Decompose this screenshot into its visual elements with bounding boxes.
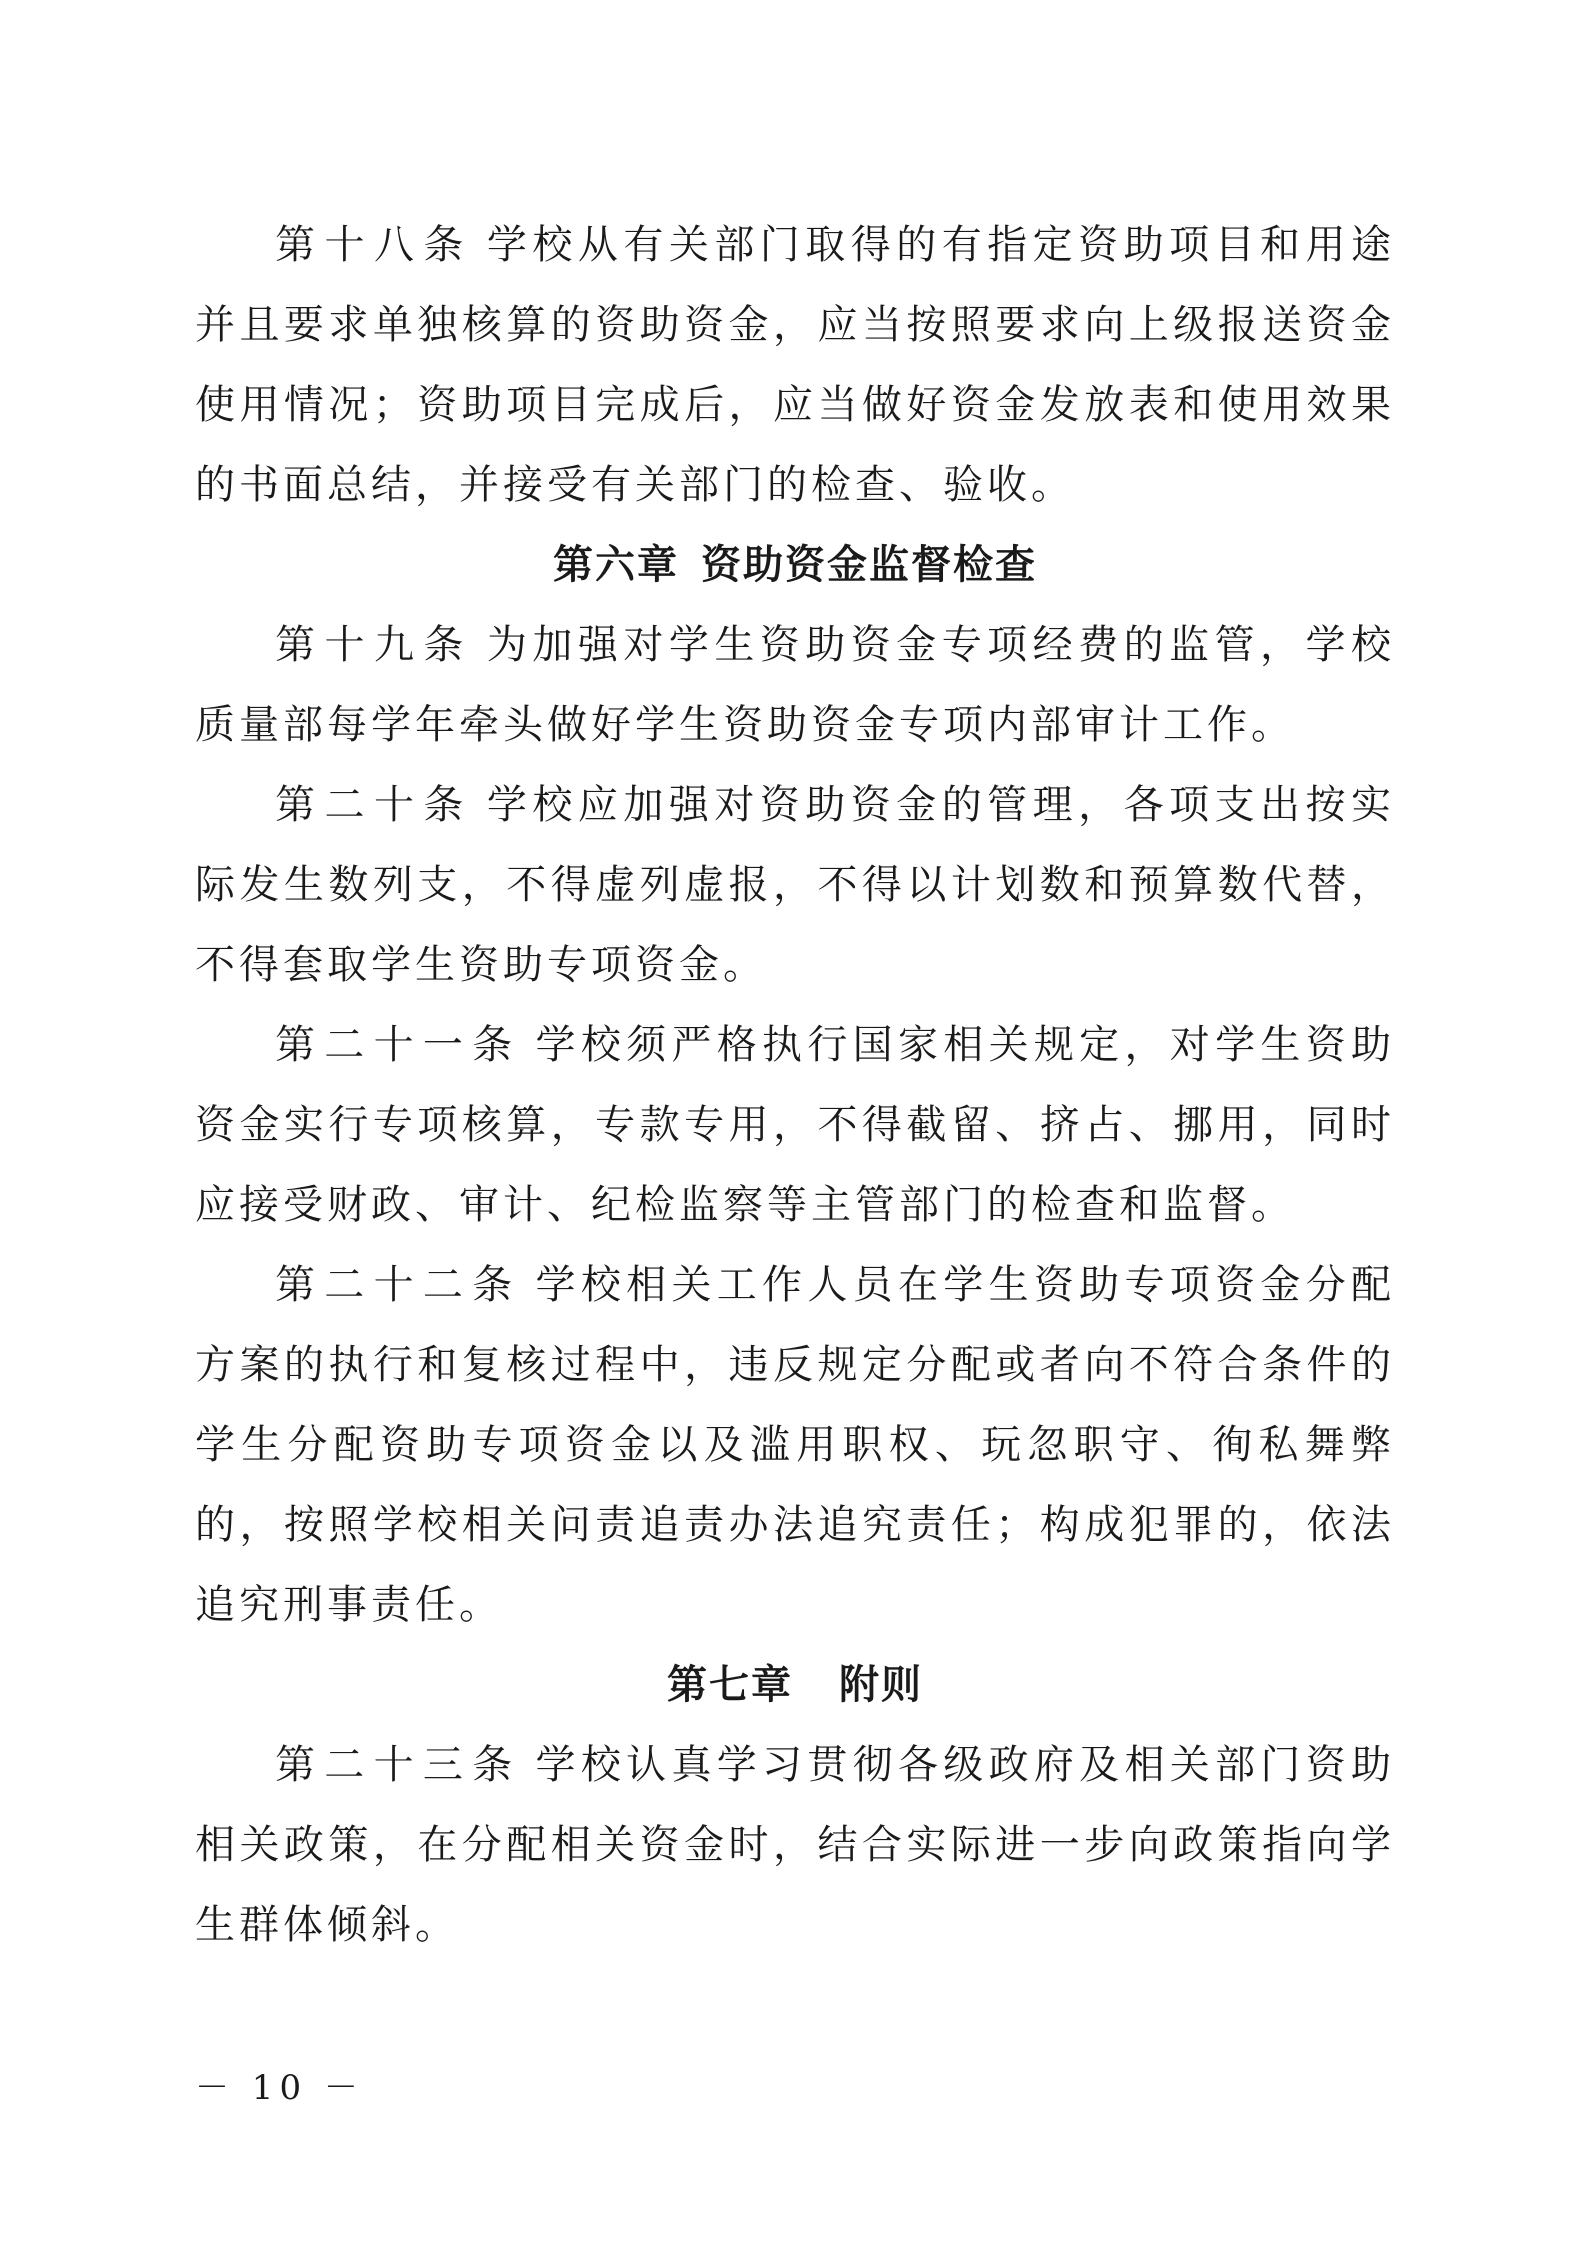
article-23 (195, 1725, 1395, 1965)
chapter-number: 第七章 (667, 1662, 793, 1708)
chapter-number: 第六章 (553, 542, 679, 588)
article-21 (195, 1005, 1395, 1245)
article-text: 学校应加强对资助资金的管理，各项支出按实际发生数列支，不得虚列虚报，不得以计划数和预算数代替，不得套取学生资助专项资金。 (195, 782, 1396, 988)
article-number: 第二十条 (275, 782, 473, 828)
article-text: 学校须严格执行国家相关规定，对学生资助资金实行专项核算，专款专用，不得截留、挤占、挪用，同时应接受财政、审计、纪检监察等主管部门的检查和监督。 (195, 1022, 1396, 1228)
article-text: 为加强对学生资助资金专项经费的监管，学校质量部每学年牵头做好学生资助资金专项内部审计工作。 (195, 622, 1396, 748)
chapter-title: 附则 (839, 1662, 923, 1708)
article-text: 学校相关工作人员在学生资助专项资金分配方案的执行和复核过程中，违反规定分配或者向不符合条件的学生分配资助专项资金以及滥用职权、玩忽职守、徇私舞弊的，按照学校相关问责追责办法追究责任；构成犯罪的，依法追究刑事责任。 (195, 1262, 1396, 1628)
article-number: 第二十二条 (275, 1262, 522, 1308)
chapter-title: 资助资金监督检查 (701, 542, 1037, 588)
article-text: 学校从有关部门取得的有指定资助项目和用途并且要求单独核算的资助资金，应当按照要求向上级报送资金使用情况；资助项目完成后，应当做好资金发放表和使用效果的书面总结，并接受有关部门的检查、验收。 (195, 222, 1396, 508)
chapter-7-heading (195, 1645, 1395, 1725)
chapter-6-heading (195, 525, 1395, 605)
article-number: 第十八条 (275, 222, 473, 268)
article-18 (195, 205, 1395, 525)
article-19 (195, 605, 1395, 765)
article-20 (195, 765, 1395, 1005)
article-number: 第十九条 (275, 622, 473, 668)
page-number: － 10 － (195, 2068, 364, 2108)
document-body (195, 205, 1395, 1965)
article-number: 第二十三条 (275, 1742, 522, 1788)
article-text: 学校认真学习贯彻各级政府及相关部门资助相关政策，在分配相关资金时，结合实际进一步向政策指向学生群体倾斜。 (195, 1742, 1396, 1948)
article-number: 第二十一条 (275, 1022, 522, 1068)
article-22 (195, 1245, 1395, 1645)
